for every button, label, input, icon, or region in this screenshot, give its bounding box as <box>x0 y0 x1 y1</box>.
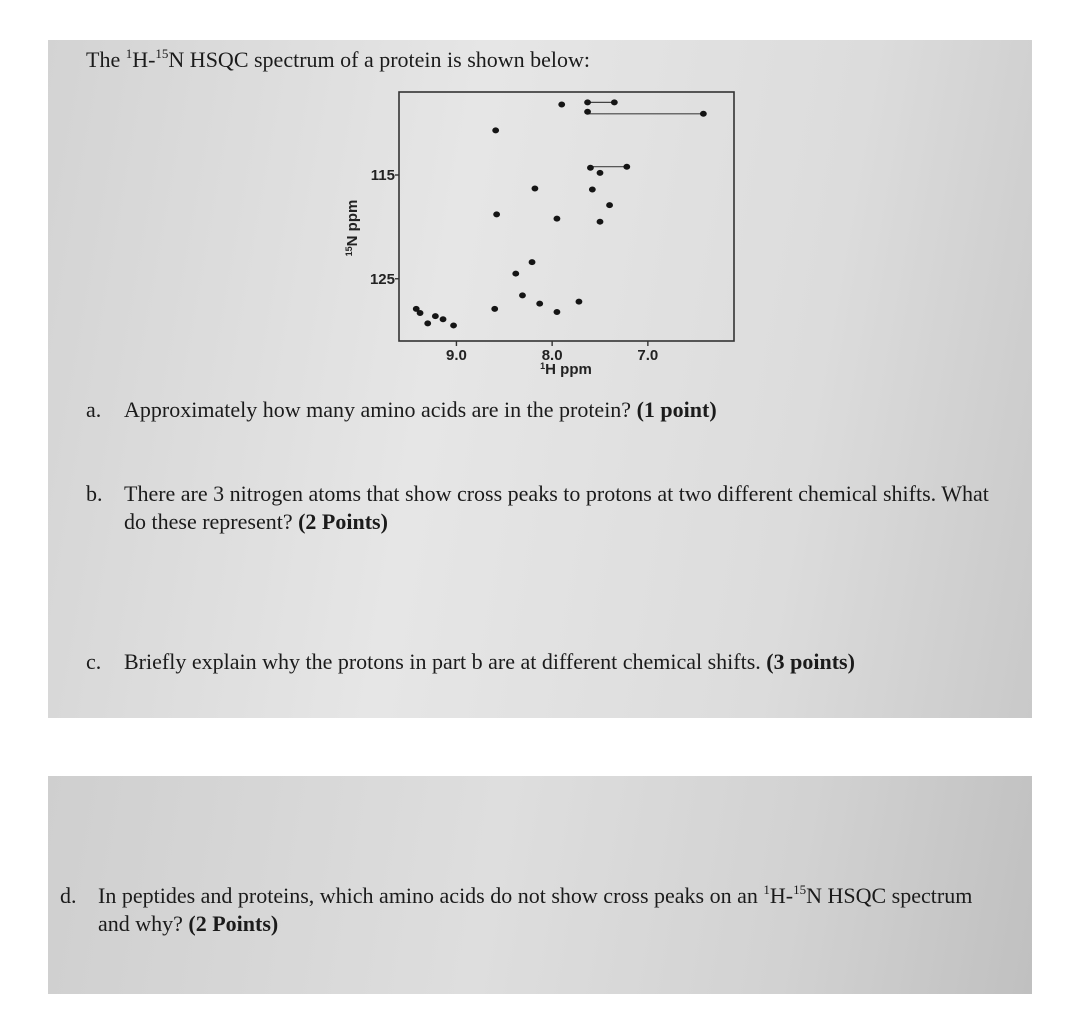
cross-peak <box>432 313 439 319</box>
cross-peak <box>512 271 519 277</box>
cross-peak <box>611 99 618 105</box>
question-a-points: (1 point) <box>636 397 717 422</box>
cross-peak <box>587 165 594 171</box>
question-d-text-1: In peptides and proteins, which amino acids do not show cross peaks on an <box>98 883 764 908</box>
intro-sup-1: 1 <box>125 45 133 61</box>
cross-peak <box>529 259 536 265</box>
question-b <box>124 480 994 536</box>
cross-peak <box>519 292 526 298</box>
cross-peak <box>584 109 591 115</box>
cross-peak <box>493 211 500 217</box>
question-d-sup-15: 15 <box>793 881 807 897</box>
question-a-text: Approximately how many amino acids are in the protein? <box>124 397 637 422</box>
cross-peak <box>450 322 457 328</box>
y-axis-label: $^{15}$N ppm <box>344 199 361 257</box>
cross-peak <box>424 320 431 326</box>
y-tick-label: 115 <box>370 167 395 184</box>
question-d-text-2: N HSQC spectrum and why? <box>98 883 973 936</box>
question-b-text: There are 3 nitrogen atoms that show cross peaks to protons at two different chemical shifts. What do these represent? <box>124 481 989 534</box>
x-tick-label: 8.0 <box>541 347 563 364</box>
cross-peak <box>597 219 604 225</box>
cross-peak <box>606 202 613 208</box>
cross-peak <box>440 316 447 322</box>
cross-peak <box>554 309 561 315</box>
cross-peak <box>584 99 591 105</box>
cross-peak <box>532 185 539 191</box>
question-d-mid: H- <box>769 883 794 908</box>
x-axis-label: $^1$H ppm <box>540 361 592 378</box>
intro-sup-15: 15 <box>155 45 169 61</box>
cross-peak <box>554 216 561 222</box>
cross-peak <box>623 164 630 170</box>
plot-frame <box>399 92 734 341</box>
cross-peak <box>492 127 499 133</box>
question-d-points: (2 Points) <box>188 911 279 936</box>
x-tick-label: 9.0 <box>445 347 467 364</box>
question-d <box>98 882 998 938</box>
cross-peak <box>700 111 707 117</box>
hsqc-spectrum <box>0 0 1079 420</box>
cross-peak <box>589 187 596 193</box>
cross-peak <box>597 170 604 176</box>
question-c-letter: c. <box>86 649 102 674</box>
cross-peak <box>536 301 543 307</box>
question-c <box>124 648 1004 676</box>
question-a <box>124 396 1004 424</box>
cross-peak <box>558 101 565 107</box>
intro-mid: H- <box>132 47 156 72</box>
question-c-points: (3 points) <box>766 649 855 674</box>
cross-peak <box>413 306 420 312</box>
question-d-letter: d. <box>60 883 77 908</box>
question-b-letter: b. <box>86 481 103 506</box>
intro-suffix: N HSQC spectrum of a protein is shown below: <box>168 47 591 72</box>
question-c-text: Briefly explain why the protons in part b are at different chemical shifts. <box>124 649 767 674</box>
question-d-sup-1: 1 <box>763 881 770 897</box>
x-tick-label: 7.0 <box>637 347 659 364</box>
y-tick-label: 125 <box>369 270 395 288</box>
intro-prefix: The <box>86 47 126 72</box>
question-b-points: (2 Points) <box>298 509 388 534</box>
cross-peak <box>576 299 583 305</box>
question-a-letter: a. <box>86 397 102 422</box>
cross-peak <box>491 306 498 312</box>
